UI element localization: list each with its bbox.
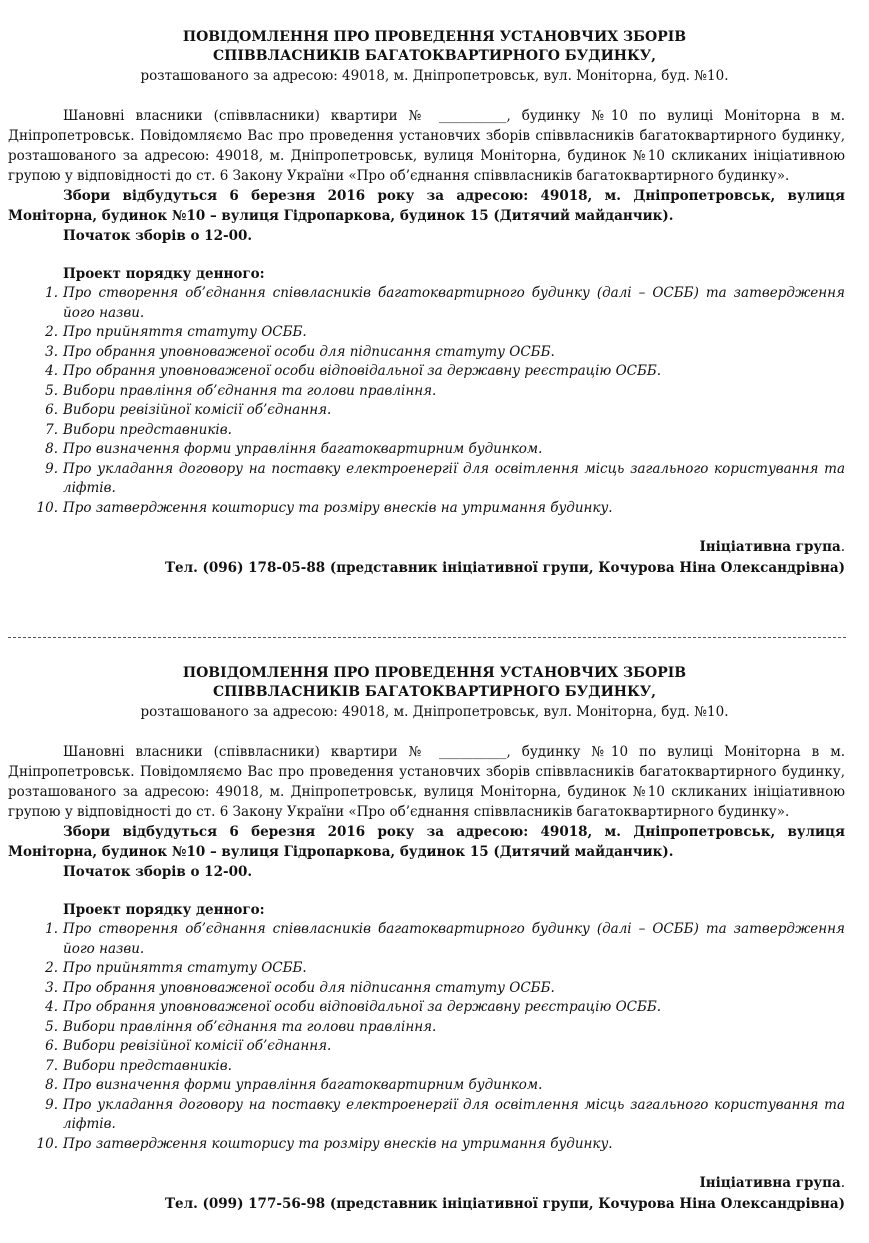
- agenda-item-text: Про затвердження кошторису та розміру внесків на утримання будинку.: [63, 499, 613, 516]
- agenda-item: [36, 1135, 845, 1155]
- agenda-item: [45, 323, 845, 343]
- agenda-item-number: 5.: [45, 1018, 58, 1035]
- agenda-list: [0, 284, 869, 518]
- notice-start-time: Початок зборів о 12-00.: [63, 228, 253, 244]
- agenda-item: [45, 959, 845, 979]
- agenda-item-number: 1.: [45, 285, 58, 301]
- notice-intro: Шановні власники (співвласники) квартири № __________, будинку №10 по вулиці Моніторна в м. Дніпропетровськ. Повідомляємо Вас про проведення установчих зборів співвласників багатоквартирного будинку, розташованого за адресою: 49018, м. Дніпропетровськ, вулиця Моніторна, будинок №10 скликаних ініціативною групою у відповідності до ст. 6 Закону України «Про об’єднання співвласників багатоквартирного будинку».: [8, 108, 845, 184]
- agenda-title: Проект порядку денного:: [63, 266, 265, 282]
- agenda-item: [45, 343, 845, 363]
- agenda-item-number: 7.: [45, 421, 58, 438]
- agenda-item-text: Про прийняття статуту ОСББ.: [63, 324, 307, 340]
- agenda-item-number: 6.: [45, 1038, 58, 1054]
- notice-title-line2: СПІВВЛАСНИКІВ БАГАТОКВАРТИРНОГО БУДИНКУ,: [212, 684, 657, 700]
- agenda-item-text: Про створення об’єднання співвласників багатоквартирного будинку (далі – ОСББ) та затвердження його назви.: [63, 921, 845, 957]
- agenda-item: [45, 362, 845, 382]
- agenda-item-number: 7.: [45, 1057, 58, 1074]
- agenda-item-text: Вибори ревізійної комісії об’єднання.: [63, 402, 332, 418]
- agenda-item-number: 8.: [45, 1077, 58, 1093]
- cut-line-separator: [8, 637, 846, 638]
- agenda-item-number: 10.: [36, 499, 58, 516]
- agenda-item-number: 5.: [45, 382, 58, 399]
- agenda-item: [45, 421, 845, 441]
- agenda-item-number: 8.: [45, 441, 58, 457]
- agenda-item: [45, 440, 845, 460]
- notice-meeting-info: Збори відбудуться 6 березня 2016 року за адресою: 49018, м. Дніпропетровськ, вулиця Моніторна, будинок №10 – вулиця Гідропаркова, будинок 15 (Дитячий майданчик).: [8, 824, 845, 860]
- agenda-item-number: 9.: [45, 1096, 58, 1113]
- notice-title-line1: ПОВІДОМЛЕННЯ ПРО ПРОВЕДЕННЯ УСТАНОВЧИХ ЗБОРІВ: [182, 665, 687, 681]
- notice-address: розташованого за адресою: 49018, м. Дніпропетровськ, вул. Моніторна, буд. №10.: [140, 68, 729, 84]
- agenda-item-text: Про визначення форми управління багатоквартирним будинком.: [63, 441, 543, 457]
- agenda-item: [45, 998, 845, 1018]
- agenda-item-text: Про затвердження кошторису та розміру внесків на утримання будинку.: [63, 1135, 613, 1152]
- notice-title-line2: СПІВВЛАСНИКІВ БАГАТОКВАРТИРНОГО БУДИНКУ,: [212, 48, 657, 64]
- notice-address: розташованого за адресою: 49018, м. Дніпропетровськ, вул. Моніторна, буд. №10.: [140, 704, 729, 720]
- agenda-item-text: Про обрання уповноваженої особи відповідальної за державну реєстрацію ОСББ.: [63, 363, 662, 379]
- agenda-item-text: Про обрання уповноваженої особи для підписання статуту ОСББ.: [63, 979, 555, 996]
- notice-2: [0, 664, 869, 1215]
- agenda-item-text: Про укладання договору на поставку електроенергії для освітлення місць загального користування та ліфтів.: [63, 460, 845, 496]
- agenda-item: [45, 979, 845, 999]
- agenda-item-number: 10.: [36, 1135, 58, 1152]
- agenda-item: [36, 499, 845, 519]
- contact-phone: Тел. (099) 177-56-98 (представник ініціативної групи, Кочурова Ніна Олександрівна): [164, 1196, 845, 1212]
- agenda-item-text: Вибори ревізійної комісії об’єднання.: [63, 1038, 332, 1054]
- initiative-group-dot: .: [840, 539, 845, 555]
- signature-block: [8, 1173, 845, 1215]
- notice-start-time: Початок зборів о 12-00.: [63, 864, 253, 880]
- agenda-item-text: Про прийняття статуту ОСББ.: [63, 960, 307, 976]
- agenda-item-text: Вибори правління об’єднання та голови правління.: [63, 1018, 437, 1035]
- agenda-item-text: Про створення об’єднання співвласників багатоквартирного будинку (далі – ОСББ) та затвердження його назви.: [63, 285, 845, 321]
- notice-meeting-info: Збори відбудуться 6 березня 2016 року за адресою: 49018, м. Дніпропетровськ, вулиця Моніторна, будинок №10 – вулиця Гідропаркова, будинок 15 (Дитячий майданчик).: [8, 188, 845, 224]
- agenda-item: [45, 284, 845, 323]
- agenda-item-number: 2.: [45, 324, 58, 340]
- agenda-item-number: 4.: [45, 363, 58, 379]
- agenda-item-number: 2.: [45, 960, 58, 976]
- agenda-item-text: Про визначення форми управління багатоквартирним будинком.: [63, 1077, 543, 1093]
- notice-intro: Шановні власники (співвласники) квартири № __________, будинку №10 по вулиці Моніторна в м. Дніпропетровськ. Повідомляємо Вас про проведення установчих зборів співвласників багатоквартирного будинку, розташованого за адресою: 49018, м. Дніпропетровськ, вулиця Моніторна, будинок №10 скликаних ініціативною групою у відповідності до ст. 6 Закону України «Про об’єднання співвласників багатоквартирного будинку».: [8, 744, 845, 820]
- agenda-item: [45, 401, 845, 421]
- agenda-item-text: Про обрання уповноваженої особи для підписання статуту ОСББ.: [63, 343, 555, 360]
- agenda-item-number: 6.: [45, 402, 58, 418]
- signature-block: [8, 537, 845, 579]
- agenda-item-text: Вибори правління об’єднання та голови правління.: [63, 382, 437, 399]
- initiative-group-label: Ініціативна група: [699, 539, 841, 555]
- agenda-item-text: Про укладання договору на поставку електроенергії для освітлення місць загального користування та ліфтів.: [63, 1096, 845, 1132]
- agenda-item-number: 3.: [45, 979, 58, 996]
- initiative-group-dot: .: [840, 1175, 845, 1191]
- agenda-title: Проект порядку денного:: [63, 902, 265, 918]
- agenda-item-number: 3.: [45, 343, 58, 360]
- agenda-item: [45, 460, 845, 499]
- agenda-item: [45, 1037, 845, 1057]
- agenda-list: [0, 920, 869, 1154]
- agenda-item: [45, 1076, 845, 1096]
- agenda-item: [45, 382, 845, 402]
- agenda-item-number: 9.: [45, 460, 58, 477]
- agenda-item-text: Вибори представників.: [63, 1057, 232, 1074]
- agenda-item-number: 4.: [45, 999, 58, 1015]
- agenda-item-text: Вибори представників.: [63, 421, 232, 438]
- agenda-item-number: 1.: [45, 921, 58, 937]
- agenda-item: [45, 1096, 845, 1135]
- contact-phone: Тел. (096) 178-05-88 (представник ініціативної групи, Кочурова Ніна Олександрівна): [164, 560, 845, 576]
- agenda-item: [45, 1057, 845, 1077]
- agenda-item-text: Про обрання уповноваженої особи відповідальної за державну реєстрацію ОСББ.: [63, 999, 662, 1015]
- agenda-item: [45, 1018, 845, 1038]
- notice-1: [0, 28, 869, 579]
- agenda-item: [45, 920, 845, 959]
- initiative-group-label: Ініціативна група: [699, 1175, 841, 1191]
- notice-title-line1: ПОВІДОМЛЕННЯ ПРО ПРОВЕДЕННЯ УСТАНОВЧИХ ЗБОРІВ: [182, 29, 687, 45]
